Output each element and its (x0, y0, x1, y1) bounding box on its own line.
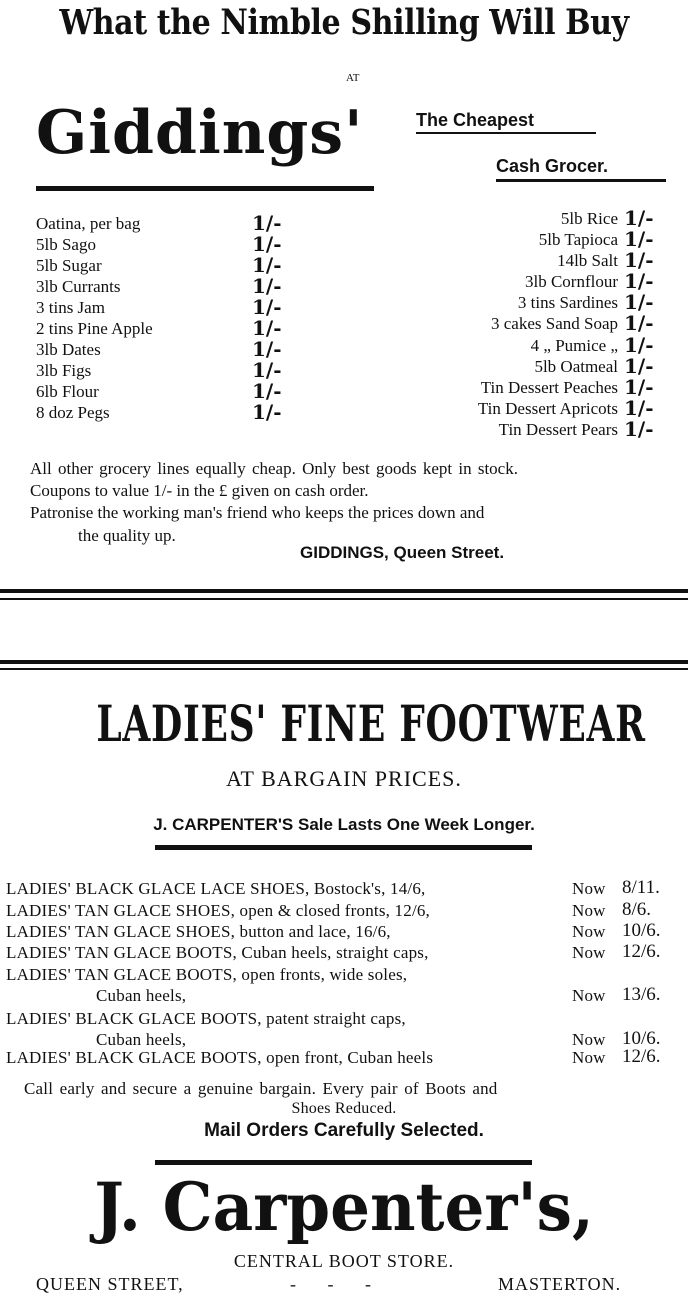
giddings-right-price: 1/- (624, 248, 654, 272)
carpenter-subhead: AT BARGAIN PRICES. (226, 766, 462, 791)
giddings-left-item: Oatina, per bag (36, 214, 141, 233)
giddings-left-price: 1/- (252, 400, 282, 424)
giddings-left-item: 3lb Currants (36, 277, 121, 296)
giddings-note: the quality up. (78, 526, 176, 545)
giddings-right-item: 5lb Tapioca (538, 230, 618, 249)
footwear-item: LADIES' TAN GLACE SHOES, open & closed fronts, 12/6, (6, 901, 431, 920)
giddings-right-price: 1/- (624, 311, 654, 335)
giddings-right-price: 1/- (624, 290, 654, 314)
giddings-right-item: Tin Dessert Apricots (477, 399, 618, 418)
footwear-price: 12/6. (622, 1046, 661, 1067)
giddings-left-price: 1/- (252, 211, 282, 235)
footwear-now: Now (572, 1048, 606, 1067)
footwear-now: Now (572, 1030, 606, 1049)
giddings-left-item: 3 tins Jam (36, 298, 105, 317)
footwear-price: 10/6. (622, 920, 661, 941)
footwear-item: LADIES' TAN GLACE BOOTS, Cuban heels, straight caps, (6, 943, 429, 962)
footwear-price: 10/6. (622, 1028, 661, 1049)
giddings-left-price: 1/- (252, 253, 282, 277)
footwear-item: LADIES' TAN GLACE BOOTS, open fronts, wide soles, (6, 965, 408, 984)
giddings-note: Patronise the working man's friend who keeps the prices down and (30, 503, 485, 522)
footwear-now: Now (572, 922, 606, 941)
giddings-right-item: 5lb Rice (560, 209, 618, 228)
section-divider (0, 660, 688, 664)
giddings-right-item: 3 cakes Sand Soap (490, 314, 618, 333)
giddings-left-item: 8 doz Pegs (36, 403, 110, 422)
giddings-tagline-grocer-rule (496, 179, 666, 182)
carpenter-sale-line: J. CARPENTER'S Sale Lasts One Week Longer. (153, 815, 535, 834)
giddings-right-item: Tin Dessert Peaches (480, 378, 618, 397)
giddings-left-item: 3lb Dates (36, 340, 101, 359)
giddings-left-item: 3lb Figs (36, 361, 92, 380)
footwear-item: LADIES' BLACK GLACE BOOTS, open front, Cuban heels (6, 1048, 434, 1067)
carpenter-headline: LADIES' FINE FOOTWEAR (96, 694, 646, 753)
giddings-right-price: 1/- (624, 375, 654, 399)
giddings-right-price: 1/- (624, 269, 654, 293)
giddings-left-item: 5lb Sago (36, 235, 96, 254)
giddings-right-price: 1/- (624, 227, 654, 251)
giddings-right-item: 5lb Oatmeal (534, 357, 618, 376)
footwear-item-continued: Cuban heels, (96, 1030, 187, 1049)
giddings-signature: GIDDINGS, Queen Street. (300, 543, 505, 562)
giddings-tagline-rule (416, 132, 596, 134)
giddings-right-price: 1/- (624, 333, 654, 357)
footwear-price: 8/11. (622, 877, 660, 898)
giddings-right-item: 14lb Salt (557, 251, 618, 270)
giddings-left-price: 1/- (252, 379, 282, 403)
giddings-left-item: 5lb Sugar (36, 256, 102, 275)
footwear-item: LADIES' BLACK GLACE LACE SHOES, Bostock's, 14/6, (6, 879, 426, 898)
giddings-right-item: 3lb Cornflour (524, 272, 618, 291)
giddings-left-price: 1/- (252, 295, 282, 319)
footwear-price: 12/6. (622, 941, 661, 962)
carpenter-rule (155, 845, 532, 850)
footwear-now: Now (572, 986, 606, 1005)
giddings-name: Giddings' (36, 98, 364, 168)
footwear-now: Now (572, 943, 606, 962)
footwear-now: Now (572, 879, 606, 898)
giddings-left-price: 1/- (252, 274, 282, 298)
section-divider (0, 589, 688, 593)
footwear-item: LADIES' BLACK GLACE BOOTS, patent straight caps, (6, 1009, 406, 1028)
giddings-headline: What the Nimble Shilling Will Buy (59, 2, 629, 43)
giddings-left-price: 1/- (252, 316, 282, 340)
footwear-item: LADIES' TAN GLACE SHOES, button and lace, 16/6, (6, 922, 391, 941)
section-divider (0, 668, 688, 670)
carpenter-mail-orders: Mail Orders Carefully Selected. (204, 1120, 484, 1141)
footwear-now: Now (572, 901, 606, 920)
giddings-tagline-grocer: Cash Grocer. (496, 156, 609, 176)
giddings-left-item: 6lb Flour (36, 382, 99, 401)
giddings-tagline-cheapest: The Cheapest (416, 110, 535, 130)
giddings-left-price: 1/- (252, 232, 282, 256)
footwear-price: 13/6. (622, 984, 661, 1005)
giddings-right-price: 1/- (624, 396, 654, 420)
giddings-right-price: 1/- (624, 417, 654, 441)
giddings-note: Coupons to value 1/- in the £ given on cash order. (30, 481, 369, 500)
giddings-right-item: Tin Dessert Pears (498, 420, 618, 439)
giddings-note: All other grocery lines equally cheap. Only best goods kept in stock. (30, 459, 518, 478)
carpenter-address-dashes: - - - (290, 1274, 371, 1294)
footwear-item-continued: Cuban heels, (96, 986, 187, 1005)
giddings-left-item: 2 tins Pine Apple (36, 319, 153, 338)
carpenter-rule (155, 1160, 532, 1165)
giddings-name-underline (36, 186, 374, 191)
giddings-at: AT (346, 72, 360, 84)
giddings-right-item: 4 „ Pumice „ (530, 336, 618, 355)
carpenter-address-town: MASTERTON. (498, 1274, 622, 1294)
carpenter-call-line: Shoes Reduced. (291, 1100, 397, 1117)
giddings-right-price: 1/- (624, 206, 654, 230)
section-divider (0, 598, 688, 600)
footwear-price: 8/6. (622, 899, 652, 920)
giddings-right-price: 1/- (624, 354, 654, 378)
giddings-left-price: 1/- (252, 358, 282, 382)
carpenter-name: J. Carpenter's, (94, 1168, 594, 1246)
carpenter-address-street: QUEEN STREET, (36, 1274, 184, 1294)
carpenter-store: CENTRAL BOOT STORE. (233, 1251, 455, 1271)
carpenter-call-line: Call early and secure a genuine bargain. Every pair of Boots and (24, 1079, 498, 1098)
giddings-left-price: 1/- (252, 337, 282, 361)
giddings-right-item: 3 tins Sardines (517, 293, 618, 312)
